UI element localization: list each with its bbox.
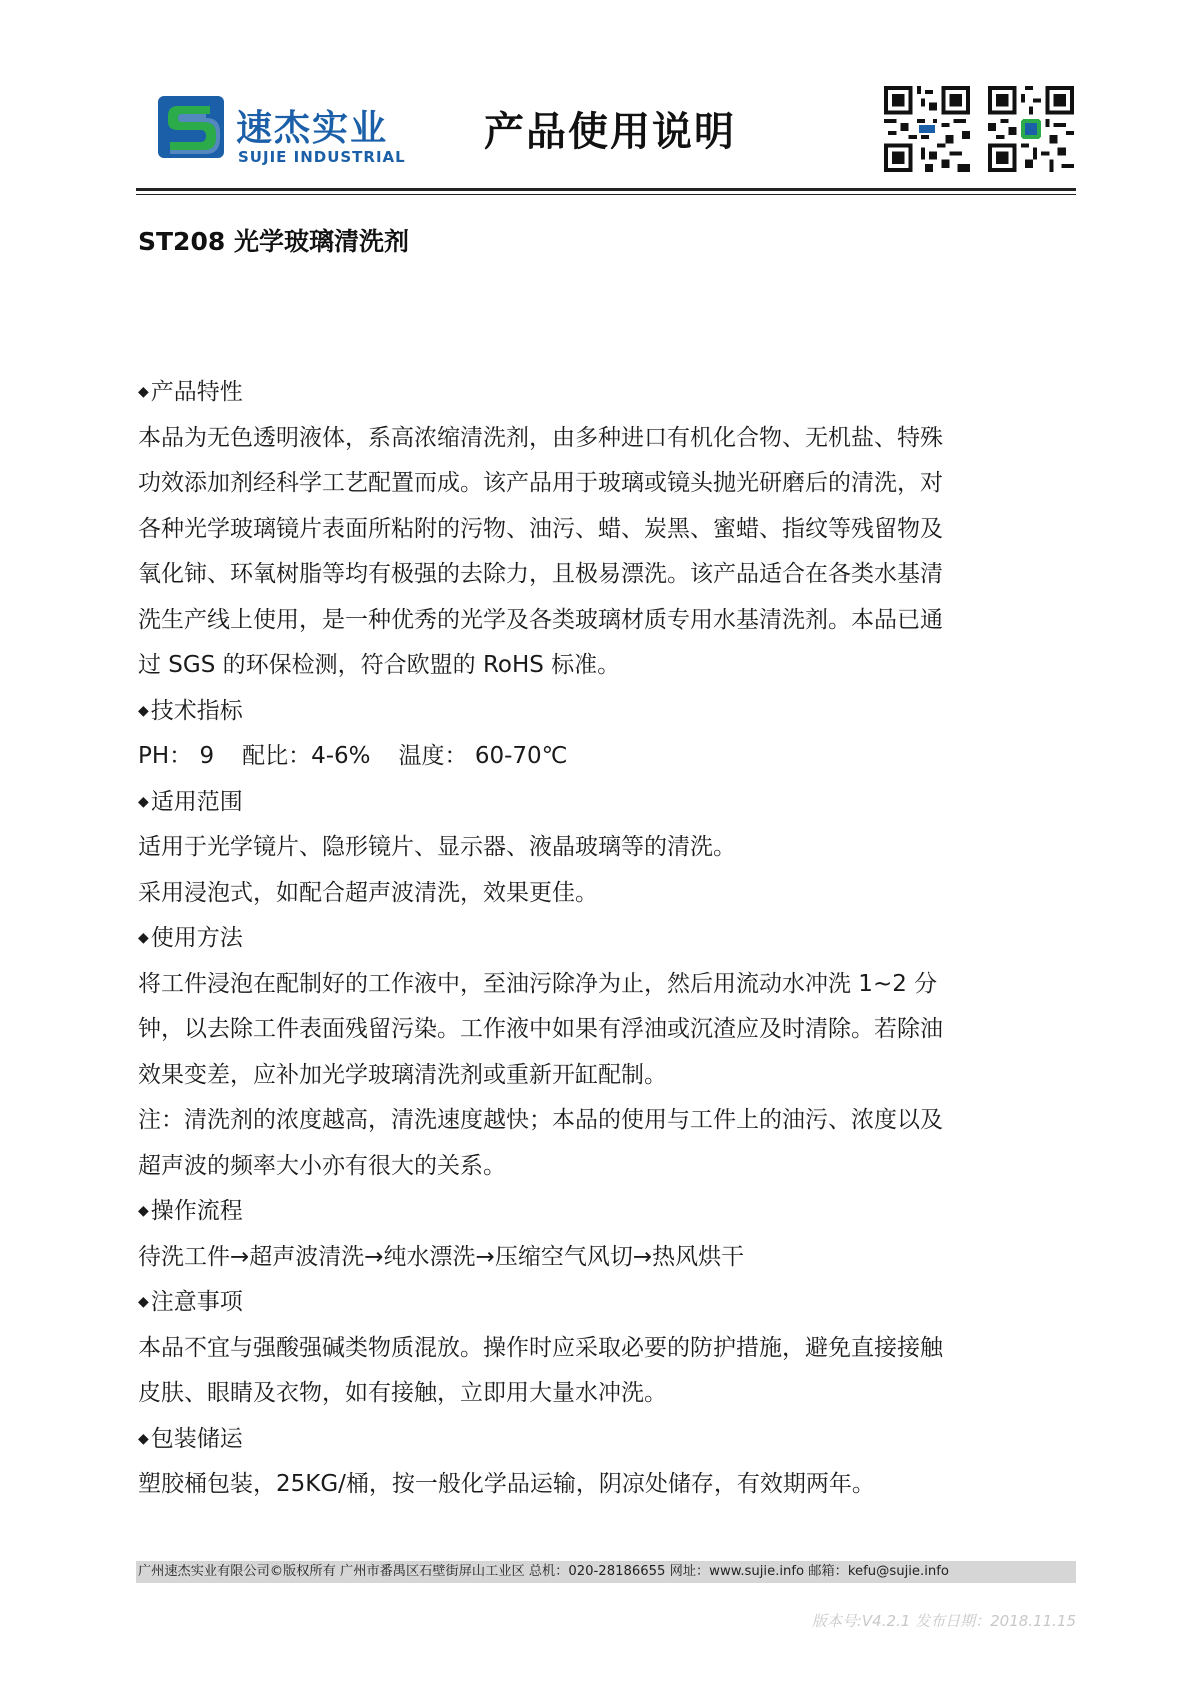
- body-text-line: 塑胶桶包装，25KG/桶，按一般化学品运输，阴凉处储存，有效期两年。: [138, 1471, 875, 1497]
- section-heading-text: 产品特性: [150, 379, 243, 405]
- body-text-line: 钟，以去除工件表面残留污染。工作液中如果有浮油或沉渣应及时清除。若除油: [138, 1016, 943, 1042]
- spec-row: [138, 734, 1073, 780]
- diamond-bullet-icon: ◆: [138, 702, 149, 719]
- header-rule-thin: [136, 194, 1076, 195]
- section-heading: [138, 1417, 1073, 1463]
- body-text-line: 皮肤、眼睛及衣物，如有接触，立即用大量水冲洗。: [138, 1380, 667, 1406]
- footer-contact-bar: 广州速杰实业有限公司©版权所有 广州市番禺区石壁街屏山工业区 总机：020-28186655 网址：www.sujie.info 邮箱：kefu@sujie.info: [136, 1561, 1076, 1583]
- section-heading-text: 注意事项: [150, 1289, 243, 1315]
- diamond-bullet-icon: ◆: [138, 1294, 149, 1310]
- section-heading-text: 使用方法: [150, 925, 243, 951]
- diamond-bullet-icon: ◆: [138, 1203, 149, 1219]
- product-title: ST208 光学玻璃清洗剂: [138, 227, 409, 256]
- body-text-line: 氧化铈、环氧树脂等均有极强的去除力，且极易漂洗。该产品适合在各类水基清: [138, 561, 943, 587]
- section-heading: [138, 689, 1073, 735]
- spec-item: 配比：4-6%: [242, 743, 371, 769]
- diamond-bullet-icon: ◆: [138, 793, 149, 810]
- section-heading: [138, 1280, 1073, 1326]
- section-heading: [138, 370, 1073, 416]
- body-text-line: 功效添加剂经科学工艺配置而成。该产品用于玻璃或镜头抛光研磨后的清洗，对: [138, 470, 943, 496]
- version-info: 版本号:V4.2.1 发布日期：2018.11.15: [811, 1612, 1076, 1630]
- body-text-line: 本品为无色透明液体，系高浓缩清洗剂，由多种进口有机化合物、无机盐、特殊: [138, 424, 943, 451]
- document-title: 产品使用说明: [484, 109, 736, 155]
- section-heading-text: 包装储运: [150, 1425, 243, 1452]
- spec-item: PH： 9: [138, 743, 215, 769]
- logo-s-mark-icon: [158, 96, 224, 158]
- body-text-line: 适用于光学镜片、隐形镜片、显示器、液晶玻璃等的清洗。: [138, 834, 736, 860]
- diamond-bullet-icon: ◆: [138, 1430, 149, 1447]
- qr-code-icon: [884, 86, 970, 172]
- body-text-line: 待洗工件→超声波清洗→纯水漂洗→压缩空气风切→热风烘干: [138, 1243, 745, 1270]
- section-heading: [138, 1189, 1073, 1235]
- body-text-line: 洗生产线上使用，是一种优秀的光学及各类玻璃材质专用水基清洗剂。本品已通: [138, 606, 943, 633]
- brand-name-en: SUJIE INDUSTRIAL: [238, 148, 406, 166]
- section-heading: [138, 916, 1073, 962]
- section-heading-text: 技术指标: [150, 697, 243, 724]
- body-text-line: 效果变差，应补加光学玻璃清洗剂或重新开缸配制。: [138, 1061, 667, 1088]
- section-heading-text: 操作流程: [150, 1198, 243, 1224]
- section-heading-text: 适用范围: [150, 788, 243, 815]
- qr-code-icon: [988, 86, 1074, 172]
- diamond-bullet-icon: ◆: [138, 930, 149, 946]
- body-text-line: 采用浸泡式，如配合超声波清洗，效果更佳。: [138, 879, 598, 906]
- document-header: [136, 82, 1076, 182]
- spec-item: 温度： 60-70℃: [398, 743, 568, 769]
- body-text-line: 注：清洗剂的浓度越高，清洗速度越快；本品的使用与工件上的油污、浓度以及: [138, 1107, 943, 1133]
- header-rule-thick: [136, 188, 1076, 191]
- body-text-line: 过 SGS 的环保检测，符合欧盟的 RoHS 标准。: [138, 652, 621, 678]
- diamond-bullet-icon: ◆: [138, 384, 149, 400]
- section-heading: [138, 780, 1073, 826]
- company-logo: [158, 96, 408, 166]
- body-text-line: 超声波的频率大小亦有很大的关系。: [138, 1152, 506, 1179]
- body-text-line: 各种光学玻璃镜片表面所粘附的污物、油污、蜡、炭黑、蜜蜡、指纹等残留物及: [138, 515, 943, 542]
- body-text-line: 将工件浸泡在配制好的工作液中，至油污除净为止，然后用流动水冲洗 1~2 分: [138, 970, 938, 997]
- brand-name-cn: 速杰实业: [236, 108, 389, 149]
- body-text-line: 本品不宜与强酸强碱类物质混放。操作时应采取必要的防护措施，避免直接接触: [138, 1334, 943, 1361]
- document-body: [138, 370, 1073, 1508]
